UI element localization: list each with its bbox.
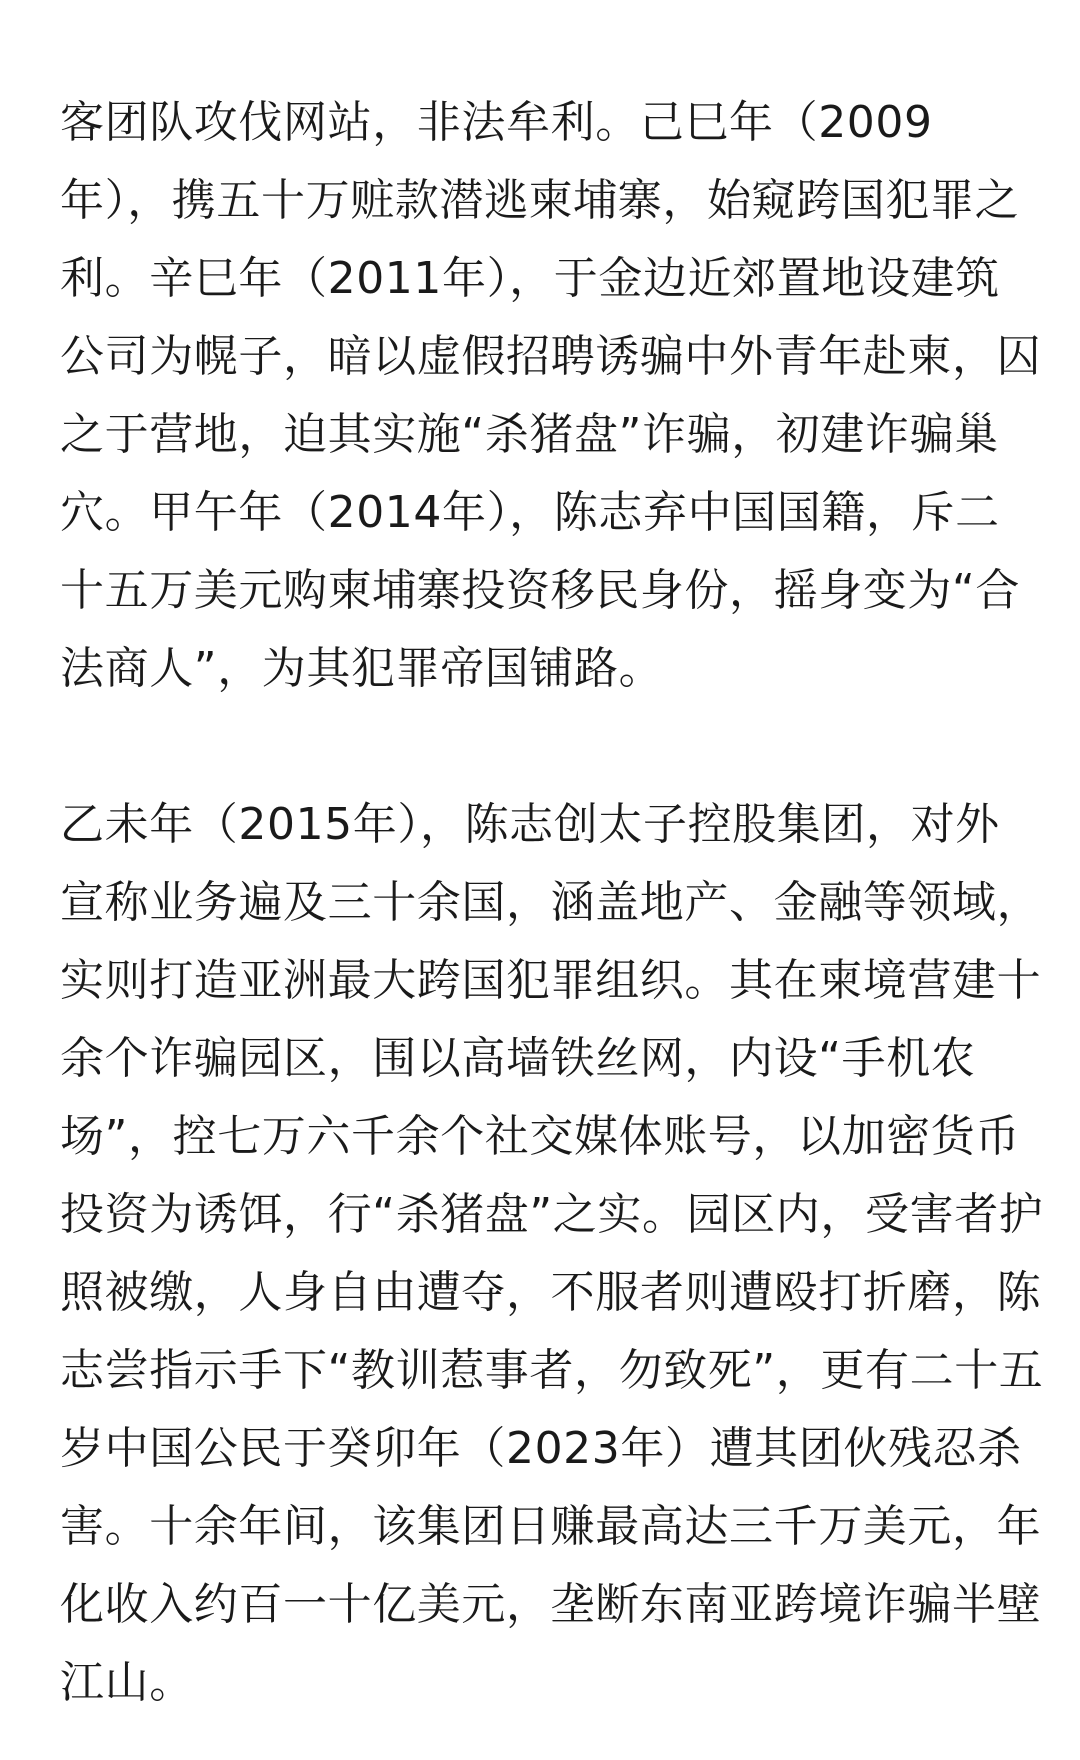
text-line: 害。十余年间，该集团日赚最高达三千万美元，年 xyxy=(60,1501,1042,1552)
text-line: 志尝指示手下“教训惹事者，勿致死”，更有二十五 xyxy=(60,1345,1044,1396)
text-line: 法商人”，为其犯罪帝国铺路。 xyxy=(60,643,664,694)
text-line: 化收入约百一十亿美元，垄断东南亚跨境诈骗半壁 xyxy=(60,1579,1042,1630)
text-line: 乙未年（2015年），陈志创太子控股集团，对外 xyxy=(60,799,1000,850)
text-line: 十五万美元购柬埔寨投资移民身份，摇身变为“合 xyxy=(60,565,1020,616)
text-line: 之于营地，迫其实施“杀猪盘”诈骗，初建诈骗巢 xyxy=(60,409,999,460)
text-line: 实则打造亚洲最大跨国犯罪组织。其在柬境营建十 xyxy=(60,955,1042,1006)
text-line: 照被缴，人身自由遭夺，不服者则遭殴打折磨，陈 xyxy=(60,1267,1042,1318)
text-line: 公司为幌子，暗以虚假招聘诱骗中外青年赴柬，囚 xyxy=(60,331,1042,382)
article-body xyxy=(60,84,1044,1722)
text-line: 穴。甲午年（2014年），陈志弃中国国籍，斥二 xyxy=(60,487,1000,538)
text-line: 年），携五十万赃款潜逃柬埔寨，始窥跨国犯罪之 xyxy=(60,175,1020,226)
text-line: 利。辛巳年（2011年），于金边近郊置地设建筑 xyxy=(60,253,1000,304)
text-line: 投资为诱饵，行“杀猪盘”之实。园区内，受害者护 xyxy=(60,1189,1044,1240)
text-line: 客团队攻伐网站，非法牟利。己巳年（2009 xyxy=(60,97,933,148)
text-line: 余个诈骗园区，围以高墙铁丝网，内设“手机农 xyxy=(60,1033,976,1084)
paragraph-1 xyxy=(60,84,1042,708)
paragraph-spacer xyxy=(60,708,1022,786)
text-line: 场”，控七万六千余个社交媒体账号，以加密货币 xyxy=(60,1111,1020,1162)
text-line: 江山。 xyxy=(60,1657,194,1708)
text-line: 岁中国公民于癸卯年（2023年）遭其团伙残忍杀 xyxy=(60,1423,1022,1474)
text-line: 宣称业务遍及三十余国，涵盖地产、金融等领域， xyxy=(60,877,1042,928)
paragraph-2 xyxy=(60,786,1044,1722)
